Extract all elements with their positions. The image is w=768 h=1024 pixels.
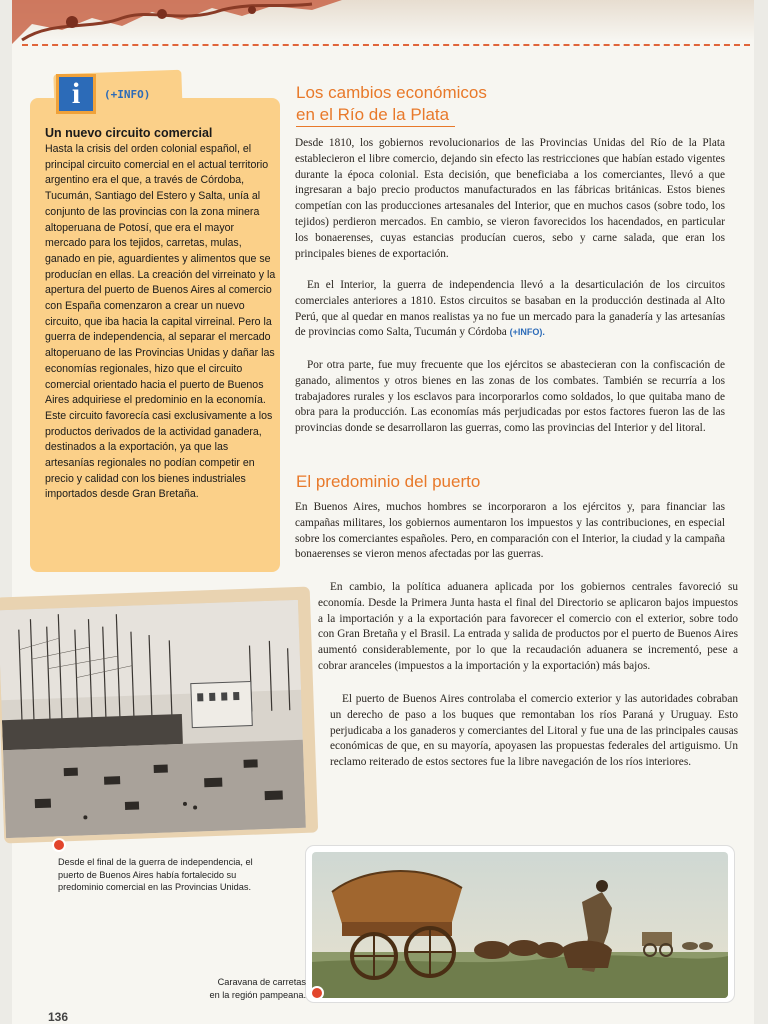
section2-title: El predominio del puerto: [296, 472, 481, 491]
section1-paragraph-3: Por otra parte, fue muy frecuente que los ejércitos se abastecieran con la confiscación de ganado, alimentos y otros bienes en las zonas de los combates. También se recurría a los trabajadores rurales y los esclavos para incorporarlos como soldados, lo que quitaba mano de obra para la producción. Las economías más perjudicadas por estos factores fueron las de las provincias donde se desarrollaron las guerras, como las provincias del Interior y del litoral.: [295, 359, 725, 435]
caravan-photo-marker: [310, 986, 324, 1000]
info-tag: (+INFO): [104, 88, 151, 101]
section1-title: [296, 82, 716, 127]
section2-paragraph-3: El puerto de Buenos Aires controlaba el comercio exterior y las autoridades cobraban un derecho de paso a los buques que remontaban los ríos Paraná y Uruguay. Esto perjudicaba a los ganaderos y comerciantes del Litoral y fue una de las principales causas económicas de que, en su mayoría, apoyasen las propuestas federales del artiguismo. Un reclamo reiterado de estos sectores fue la libre navegación de los ríos interiores.: [330, 693, 738, 769]
port-photo-marker: [52, 838, 66, 852]
section1-paragraph-2: [295, 278, 725, 341]
port-photo: [0, 600, 306, 838]
info-title: Un nuevo circuito comercial: [45, 126, 213, 140]
info-body: Hasta la crisis del orden colonial español, el principal circuito comercial en el actual territorio argentino era el que, a través de Córdoba, Tucumán, Santiago del Estero y Salta, unía al conjunto de las provincias con la zona minera altoperuana de Potosí, que era el mayor mercado para los tejidos, carretas, mulas, ganado en pie, aguardientes y alimentos que se producían en ellas. La creación del virreinato y la apertura del puerto de Buenos Aires al comercio con España comenzaron a crear un nuevo circuito, que iba hacia la capital virreinal. Pero la guerra de independencia, al separar el mercado altoperuano de las Provincias Unidas y dañar las economías regionales, hizo que el circuito comercial orientado hacia el puerto de Buenos Aires adquiriese el predominio en la economía. Este circuito favorecía casi exclusivamente a los productos derivados de la actividad ganadera, destinados a la exportación, ya que las artesanías regionales no podían competir en precio y calidad con los bienes industriales importados desde Gran Bretaña.: [45, 143, 276, 501]
section1-paragraph-1: Desde 1810, los gobiernos revolucionarios de las Provincias Unidas del Río de la Plata establecieron el libre comercio, dejando sin efecto las restricciones que habían estado vigentes durante la época colonial. Esta decisión, que beneficiaba a los comerciantes, llevó a que ingresaran a bajo precio productos manufacturados en las fábricas británicas. Estos bienes competían con las producciones artesanales del Interior, que en muchos casos (sobre todo, los tejidos) perdieron mercados. En cambio, se vieron favorecidos los hacendados, en particular los bonaerenses, cuyas estancias producían cueros, sebo y carne salada, que eran los principales bienes de exportación.: [295, 137, 725, 260]
caravan-photo: [312, 852, 728, 998]
section2-paragraph-1: En Buenos Aires, muchos hombres se incorporaron a los ejércitos y, para financiar las campañas militares, los gobiernos aumentaron los impuestos y las contribuciones, en especial sobre los comerciantes españoles. Pero, en comparación con el Interior, la ciudad y la campaña bonaerenses se vieron menos afectadas por las guerras.: [295, 501, 725, 561]
top-illustration: [12, 0, 342, 44]
section2-paragraph-2: En cambio, la política aduanera aplicada por los gobiernos centrales favoreció su economía. Desde la Primera Junta hasta el final del Directorio se aplicaron bajos impuestos a la importación y a la exportación para favorecer el comercio con el exterior, sobre todo con Gran Bretaña y el Brasil. La entrada y salida de productos por el puerto de Buenos Aires aumentó considerablemente, por lo que la recaudación aduanera se incrementó, pese a cobrar aranceles (impuestos a la importación y la exportación) más bajos.: [318, 581, 738, 672]
page-number: 136: [48, 1010, 69, 1024]
caravan-caption-line2: en la región pampeana.: [209, 989, 306, 1000]
section1-title-line2: en el Río de la Plata: [296, 104, 455, 127]
section1-paragraph-2-text: En el Interior, la guerra de independencia llevó a la desarticulación de los circuitos comerciales anteriores a 1810. Estos circuitos se basaban en la producción destinada al Alto Perú, que al quedar en manos realistas ya no fue un mercado para la ganadería y las artesanías de provincias como Salta, Tucumán y Córdoba: [295, 279, 725, 339]
port-caption: Desde el final de la guerra de independencia, el puerto de Buenos Aires había fortalecido su predominio comercial en las Provincias Unidas.: [58, 857, 253, 892]
dashed-divider: [22, 44, 750, 46]
info-icon: i: [56, 74, 96, 114]
caravan-caption: [194, 976, 306, 1001]
caravan-caption-line1: Caravana de carretas: [217, 977, 306, 987]
plus-info-link[interactable]: (+INFO).: [509, 327, 545, 338]
section1-title-line1: Los cambios económicos: [296, 83, 487, 102]
